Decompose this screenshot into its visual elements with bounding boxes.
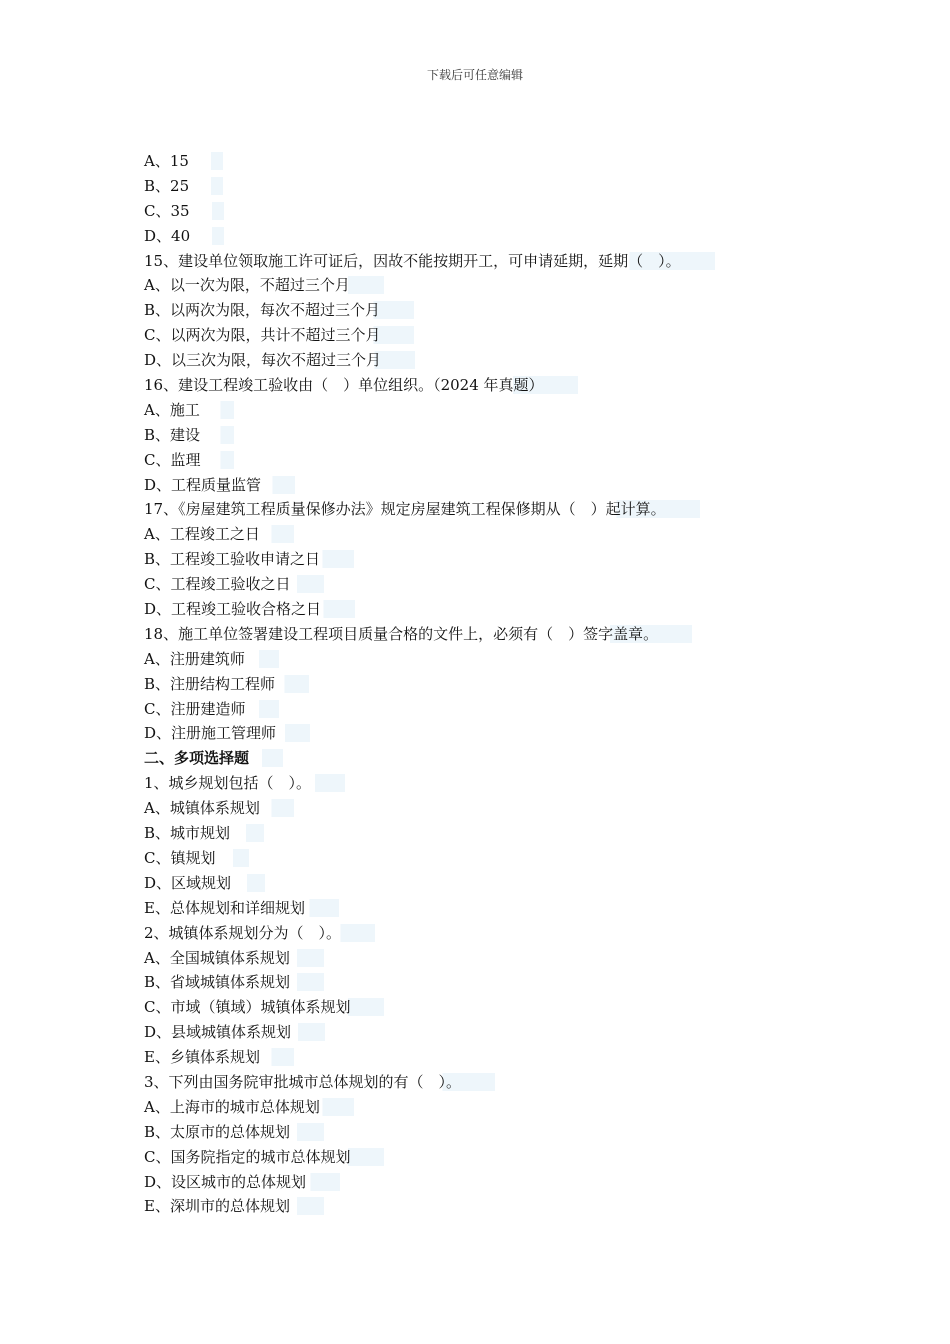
line-text: A、全国城镇体系规划 <box>144 949 324 967</box>
line-text: D、县域城镇体系规划 <box>144 1023 325 1041</box>
document-line <box>144 1020 824 1045</box>
document-line <box>144 672 824 697</box>
line-text: C、35 <box>144 202 224 220</box>
document-line <box>144 896 824 921</box>
document-line <box>144 473 824 498</box>
document-line <box>144 149 824 174</box>
line-text: B、25 <box>144 177 223 195</box>
document-line <box>144 871 824 896</box>
document-line <box>144 174 824 199</box>
line-text: D、设区城市的总体规划 <box>144 1173 340 1191</box>
document-line <box>144 298 824 323</box>
line-text: B、太原市的总体规划 <box>144 1123 324 1141</box>
line-text: B、城市规划 <box>144 824 264 842</box>
document-line <box>144 921 824 946</box>
line-text: A、15 <box>144 152 223 170</box>
document-line <box>144 1194 824 1219</box>
line-text: 17、《房屋建筑工程质量保修办法》规定房屋建筑工程保修期从（ ）起计算。 <box>144 500 700 518</box>
document-line <box>144 572 824 597</box>
document-line <box>144 398 824 423</box>
document-line <box>144 597 824 622</box>
line-text: A、注册建筑师 <box>144 650 279 668</box>
line-text: B、注册结构工程师 <box>144 675 309 693</box>
document-line <box>144 547 824 572</box>
document-line <box>144 1095 824 1120</box>
line-text: C、镇规划 <box>144 849 249 867</box>
line-text: 15、建设单位领取施工许可证后，因故不能按期开工，可申请延期，延期（ ）。 <box>144 252 715 270</box>
document-line <box>144 771 824 796</box>
line-text: E、乡镇体系规划 <box>144 1048 294 1066</box>
line-text: 1、城乡规划包括（ ）。 <box>144 774 345 792</box>
document-line <box>144 224 824 249</box>
line-text: A、施工 <box>144 401 234 419</box>
document-line <box>144 1070 824 1095</box>
document-line <box>144 423 824 448</box>
line-text: C、以两次为限，共计不超过三个月 <box>144 326 414 344</box>
line-text: E、总体规划和详细规划 <box>144 899 339 917</box>
document-line <box>144 1170 824 1195</box>
document-line <box>144 970 824 995</box>
line-text: C、市域（镇域）城镇体系规划 <box>144 998 384 1016</box>
line-text: C、工程竣工验收之日 <box>144 575 324 593</box>
document-line <box>144 1120 824 1145</box>
line-text: C、国务院指定的城市总体规划 <box>144 1148 384 1166</box>
line-text: D、40 <box>144 227 224 245</box>
document-line <box>144 497 824 522</box>
page-header: 下载后可任意编辑 <box>426 68 523 82</box>
document-line <box>144 796 824 821</box>
document-line <box>144 721 824 746</box>
line-text: B、以两次为限，每次不超过三个月 <box>144 301 414 319</box>
line-text: A、以一次为限，不超过三个月 <box>144 276 384 294</box>
line-text: 3、下列由国务院审批城市总体规划的有（ ）。 <box>144 1073 495 1091</box>
document-line <box>144 622 824 647</box>
document-line <box>144 448 824 473</box>
document-line <box>144 373 824 398</box>
line-text: B、工程竣工验收申请之日 <box>144 550 354 568</box>
line-text: A、工程竣工之日 <box>144 525 294 543</box>
line-text: 2、城镇体系规划分为（ ）。 <box>144 924 375 942</box>
line-text: 二、多项选择题 <box>144 749 283 767</box>
document-line <box>144 348 824 373</box>
line-text: C、监理 <box>144 451 234 469</box>
line-text: A、城镇体系规划 <box>144 799 294 817</box>
line-text: 16、建设工程竣工验收由（ ）单位组织。（2024 年真题） <box>144 376 578 394</box>
document-line <box>144 1045 824 1070</box>
document-line <box>144 846 824 871</box>
document-line <box>144 273 824 298</box>
line-text: B、省域城镇体系规划 <box>144 973 324 991</box>
document-line <box>144 1145 824 1170</box>
document-line <box>144 199 824 224</box>
line-text: D、工程竣工验收合格之日 <box>144 600 355 618</box>
document-line <box>144 697 824 722</box>
document-line <box>144 995 824 1020</box>
line-text: A、上海市的城市总体规划 <box>144 1098 354 1116</box>
line-text: D、区域规划 <box>144 874 265 892</box>
document-line <box>144 249 824 274</box>
document-line <box>144 946 824 971</box>
line-text: D、以三次为限，每次不超过三个月 <box>144 351 415 369</box>
document-line <box>144 821 824 846</box>
line-text: D、注册施工管理师 <box>144 724 310 742</box>
line-text: B、建设 <box>144 426 234 444</box>
line-text: E、深圳市的总体规划 <box>144 1197 324 1215</box>
document-line <box>144 647 824 672</box>
section-heading <box>144 746 824 771</box>
line-text: D、工程质量监管 <box>144 476 295 494</box>
line-text: 18、施工单位签署建设工程项目质量合格的文件上，必须有（ ）签字盖章。 <box>144 625 692 643</box>
document-line <box>144 323 824 348</box>
line-text: C、注册建造师 <box>144 700 279 718</box>
document-line <box>144 522 824 547</box>
document-body <box>144 149 824 1219</box>
